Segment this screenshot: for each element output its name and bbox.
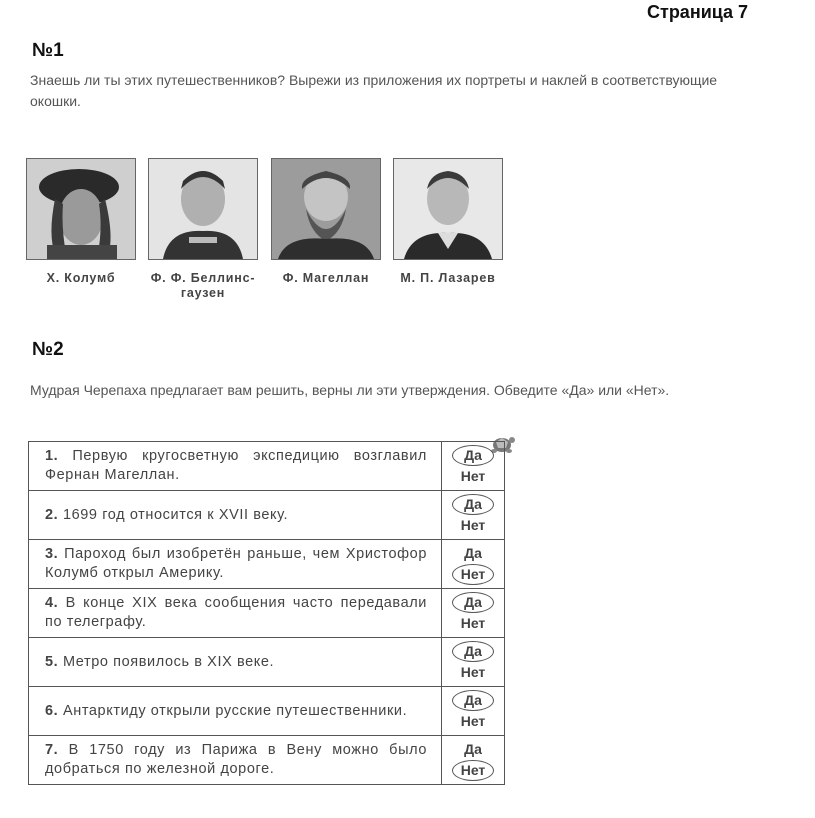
answer-cell [442,540,505,589]
yes-option[interactable]: Да [452,690,494,711]
page-number: Страница 7 [647,2,749,22]
portrait-image [393,158,503,260]
answer-cell [442,491,505,540]
portraits-row [26,158,516,308]
no-option[interactable]: Нет [460,713,486,729]
task-2-title: №2 [32,339,64,360]
no-option[interactable]: Нет [460,664,486,680]
statement-text [29,638,442,687]
answer-cell [442,736,505,785]
portrait-bellingshausen [148,158,258,301]
no-option[interactable]: Нет [460,468,486,484]
no-option[interactable]: Нет [460,615,486,631]
answer-cell [442,638,505,687]
statement-row [29,687,505,736]
portrait-columbus [26,158,136,286]
statement-number: 1. [45,448,59,464]
statement-number: 5. [45,653,59,670]
statement-body: Метро появилось в XIX веке. [62,653,275,670]
task-1-text: Знаешь ли ты этих путешественников? Вырежи из приложения их портреты и наклей в соответствующие окошки. [30,72,718,109]
no-option[interactable]: Нет [452,760,494,781]
statement-number: 6. [45,702,59,719]
statement-body: Пароход был изобретён раньше, чем Христофор Колумб открыл Америку. [45,546,427,581]
yes-option[interactable]: Да [452,445,494,466]
statement-body: Первую кругосветную экспедицию возглавил Фернан Магеллан. [45,448,427,483]
answer-cell [442,442,505,491]
statement-row [29,736,505,785]
statement-text [29,589,442,638]
portrait-name: Ф. Ф. Беллинс- гаузен [150,271,256,300]
statement-number: 3. [45,546,59,562]
yes-option[interactable]: Да [452,641,494,662]
statement-row [29,540,505,589]
statement-row [29,638,505,687]
statement-body: Антарктиду открыли русские путешественники. [62,702,408,719]
portrait-magellan [271,158,381,286]
portrait-image [26,158,136,260]
statement-row [29,442,505,491]
statement-row [29,589,505,638]
statement-body: 1699 год относится к XVII веку. [62,506,289,523]
portrait-name: Ф. Магеллан [282,271,370,285]
true-false-table [28,441,505,785]
yes-option[interactable]: Да [464,545,482,561]
task-1-title: №1 [32,40,64,61]
statement-text [29,491,442,540]
yes-option[interactable]: Да [452,494,494,515]
statement-body: В конце XIX века сообщения часто передавали по телеграфу. [45,595,428,630]
answer-cell [442,687,505,736]
no-option[interactable]: Нет [452,564,494,585]
answer-cell [442,589,505,638]
portrait-image [271,158,381,260]
task-2-text: Мудрая Черепаха предлагает вам решить, верны ли эти утверждения. Обведите «Да» или «Нет». [30,382,670,398]
portrait-name: М. П. Лазарев [400,271,496,285]
yes-option[interactable]: Да [464,741,482,757]
portrait-name: Х. Колумб [46,271,116,285]
yes-option[interactable]: Да [452,592,494,613]
statement-number: 2. [45,506,59,523]
portrait-lazarev [393,158,503,286]
statement-number: 7. [45,742,59,758]
portrait-image [148,158,258,260]
statement-body: В 1750 году из Парижа в Вену можно было добраться по железной дороге. [45,742,427,777]
statement-text [29,687,442,736]
no-option[interactable]: Нет [460,517,486,533]
statement-row [29,491,505,540]
statement-number: 4. [45,595,59,611]
statement-text [29,442,442,491]
statement-text [29,736,442,785]
statement-text [29,540,442,589]
